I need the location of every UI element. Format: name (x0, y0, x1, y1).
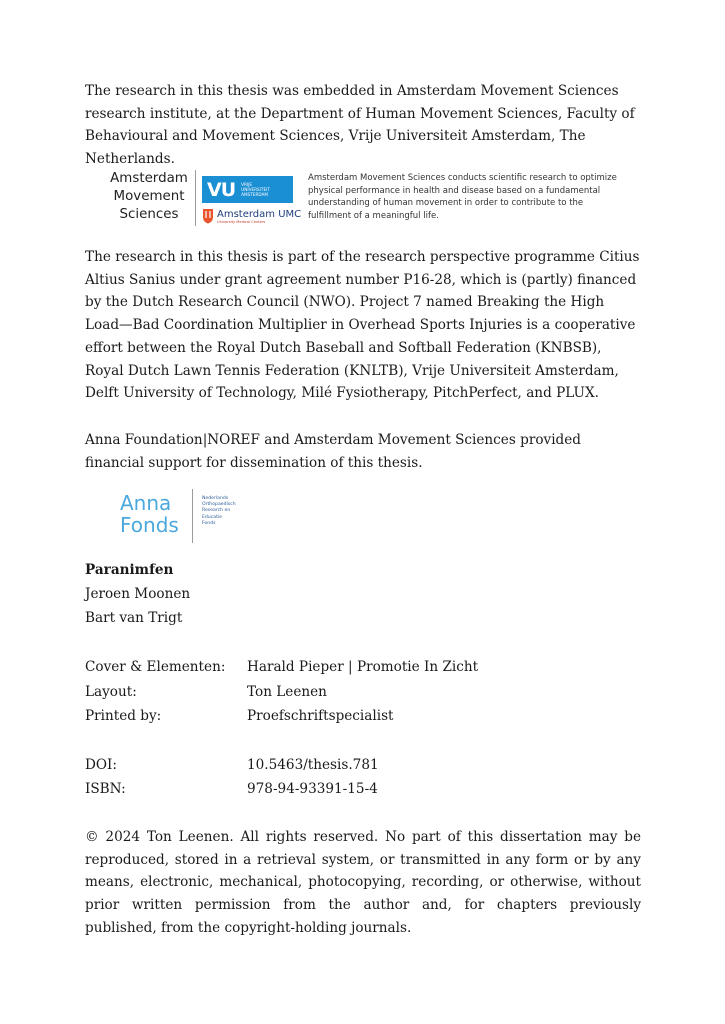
anna-logo-line: Fonds (120, 513, 179, 537)
logo-divider (195, 170, 196, 226)
credit-label: Layout: (85, 684, 137, 700)
noref-line: Nederlands (202, 496, 229, 501)
anna-fonds-logo (120, 492, 190, 536)
doi-label: DOI: (85, 757, 117, 773)
ams-logo-line: Movement (113, 189, 185, 204)
intro-paragraph: The research in this thesis was embedded in Amsterdam Movement Sciences research institute, at the Department of Human Movement Sciences, Faculty of Behavioural and Movement Sciences, Vrije Universiteit Amsterdam, The Netherlands. (85, 83, 635, 168)
paranimf-name: Bart van Trigt (85, 610, 183, 626)
noref-line: Research en (202, 508, 231, 514)
vu-logo-subtext-line: VRIJE (241, 182, 253, 187)
amc-shield-icon (202, 208, 214, 224)
paranimfen-heading: Paranimfen (85, 562, 174, 578)
credit-label: Cover & Elementen: (85, 659, 226, 675)
amc-logo-subtext: University Medical Centers (217, 219, 266, 224)
paranimf-name: Jeroen Moonen (85, 586, 191, 602)
ams-logo-line: Sciences (119, 207, 179, 222)
isbn-value: 978-94-93391-15-4 (247, 781, 378, 797)
doi-value: 10.5463/thesis.781 (247, 757, 379, 773)
credit-label: Printed by: (85, 708, 162, 724)
anna-logo-line: Anna (120, 491, 172, 515)
noref-logo-text (202, 496, 250, 527)
logo-divider (192, 489, 193, 543)
support-paragraph: Anna Foundation|NOREF and Amsterdam Movement Sciences provided financial support for dissemination of this thesis. (85, 432, 581, 471)
vu-logo-subtext-line: UNIVERSITEIT (241, 187, 270, 192)
credit-value: Ton Leenen (247, 684, 327, 700)
noref-line: Orthopaedisch (202, 502, 236, 508)
amc-logo-name: Amsterdam UMC (217, 208, 302, 220)
vu-logo (202, 176, 293, 203)
amsterdam-umc-logo (202, 207, 302, 225)
ams-logo (100, 170, 198, 224)
vu-logo-word: VU (207, 178, 236, 201)
copyright-notice: © 2024 Ton Leenen. All rights reserved. No part of this dissertation may be reproduced, stored in a retrieval system, or transmitted in any form or by any means, electronic, mechanical, photocopying, recording, or otherwise, without prior written permission from the author and, for chapters previously published, from the copyright-holding journals. (85, 829, 641, 936)
vu-logo-subtext-line: AMSTERDAM (241, 192, 269, 197)
ams-logo-line: Amsterdam (110, 171, 188, 186)
credit-value: Harald Pieper | Promotie In Zicht (247, 659, 479, 675)
isbn-label: ISBN: (85, 781, 126, 797)
ams-description: Amsterdam Movement Sciences conducts scientific research to optimize physical performance in health and disease based on a fundamental understanding of human movement in order to contribute to the fulfillment of a meaningful life. (308, 173, 617, 221)
vu-logo-subtext (241, 182, 270, 197)
noref-line: Educatie (202, 514, 222, 520)
noref-line: Fonds (202, 520, 216, 526)
programme-paragraph: The research in this thesis is part of the research perspective programme Citius Altius Sanius under grant agreement number P16-28, which is (partly) financed by the Dutch Research Council (NWO). Project 7 named Breaking the High Load—Bad Coordination Multiplier in Overhead Sports Injuries is a cooperative effort between the Royal Dutch Baseball and Softball Federation (KNBSB), Royal Dutch Lawn Tennis Federation (KNLTB), Vrije Universiteit Amsterdam, Delft University of Technology, Milé Fysiotherapy, PitchPerfect, and PLUX. (85, 249, 640, 402)
credit-value: Proefschriftspecialist (247, 708, 394, 724)
